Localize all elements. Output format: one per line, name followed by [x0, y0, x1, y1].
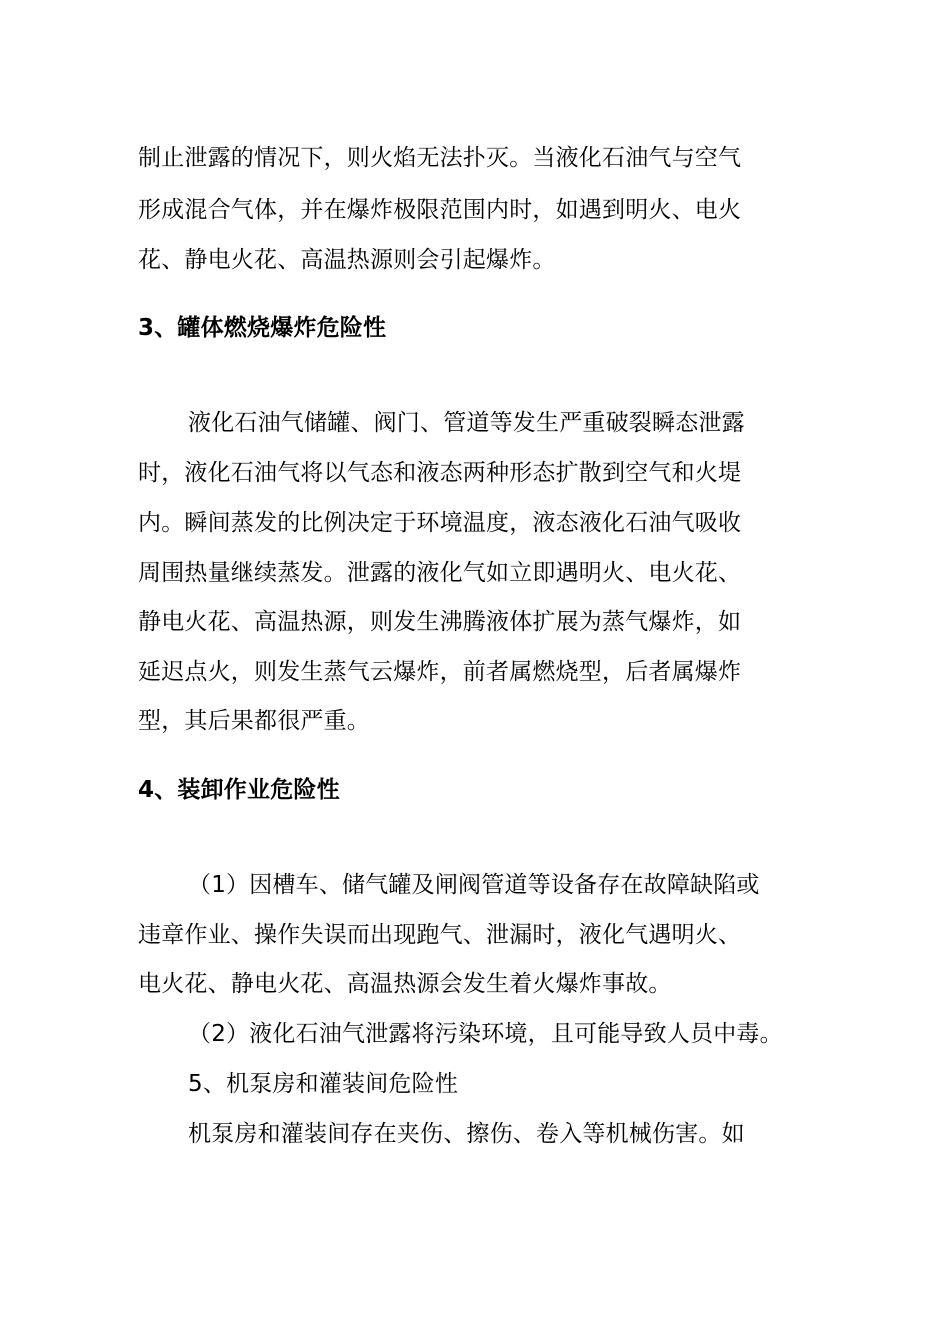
paragraph-1-line-1: 制止泄露的情况下，则火焰无法扑灭。当液化石油气与空气: [138, 145, 742, 171]
section-heading-5: 5、机泵房和灌装间危险性: [188, 1071, 459, 1097]
paragraph-3-line-2: 违章作业、操作失误而出现跑气、泄漏时，液化气遇明火、: [138, 922, 742, 948]
paragraph-5: 机泵房和灌装间存在夹伤、擦伤、卷入等机械伤害。如: [188, 1121, 745, 1147]
paragraph-2-line-7: 型，其后果都很严重。: [138, 708, 370, 734]
paragraph-3-line-1: （1）因槽车、储气罐及闸阀管道等设备存在故障缺陷或: [188, 872, 760, 898]
paragraph-2-line-6: 延迟点火，则发生蒸气云爆炸，前者属燃烧型，后者属爆炸: [138, 659, 742, 685]
paragraph-4: （2）液化石油气泄露将污染环境，且可能导致人员中毒。: [188, 1021, 783, 1047]
paragraph-1-line-2: 形成混合气体，并在爆炸极限范围内时，如遇到明火、电火: [138, 197, 742, 223]
paragraph-2-line-2: 时，液化石油气将以气态和液态两种形态扩散到空气和火堤: [138, 460, 742, 486]
section-heading-3: 3、罐体燃烧爆炸危险性: [138, 315, 387, 341]
paragraph-2-line-1: 液化石油气储罐、阀门、管道等发生严重破裂瞬态泄露: [188, 410, 745, 436]
paragraph-1-line-3: 花、静电火花、高温热源则会引起爆炸。: [138, 247, 556, 273]
paragraph-2-line-5: 静电火花、高温热源，则发生沸腾液体扩展为蒸气爆炸，如: [138, 609, 742, 635]
paragraph-2-line-4: 周围热量继续蒸发。泄露的液化气如立即遇明火、电火花、: [138, 560, 742, 586]
paragraph-3-line-3: 电火花、静电火花、高温热源会发生着火爆炸事故。: [138, 971, 672, 997]
section-heading-4: 4、装卸作业危险性: [138, 777, 340, 803]
paragraph-2-line-3: 内。瞬间蒸发的比例决定于环境温度，液态液化石油气吸收: [138, 510, 742, 536]
